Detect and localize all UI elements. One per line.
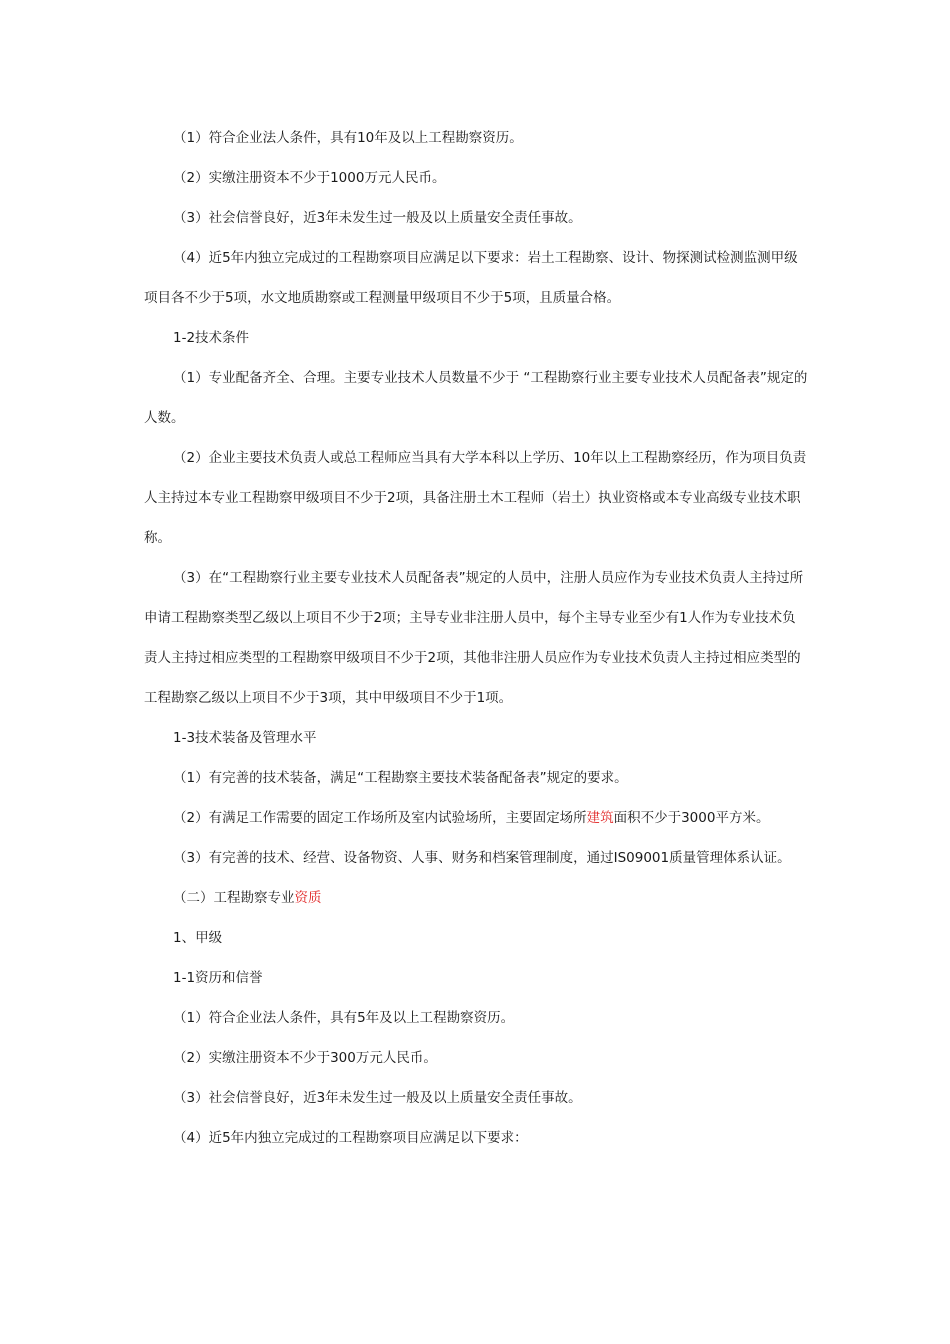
paragraph: （1）专业配备齐全、合理。主要专业技术人员数量不少于 “工程勘察行业主要专业技术人员配备表”规定的人数。 xyxy=(144,370,808,426)
section-heading: 1、甲级 xyxy=(173,930,223,946)
paragraph xyxy=(144,798,809,838)
paragraph: （4）近5年内独立完成过的工程勘察项目应满足以下要求：岩土工程勘察、设计、物探测试检测监测甲级项目各不少于5项，水文地质勘察或工程测量甲级项目不少于5项，且质量合格。 xyxy=(144,250,798,306)
paragraph: （2）企业主要技术负责人或总工程师应当具有大学本科以上学历、10年以上工程勘察经历，作为项目负责人主持过本专业工程勘察甲级项目不少于2项，具备注册土木工程师（岩土）执业资格或本专业高级专业技术职称。 xyxy=(144,450,807,546)
paragraph-text: 面积不少于3000平方米。 xyxy=(613,810,770,826)
highlighted-keyword: 建筑 xyxy=(586,810,614,826)
paragraph-text: （2）有满足工作需要的固定工作场所及室内试验场所，主要固定场所 xyxy=(173,810,587,826)
section-heading: 1-3技术装备及管理水平 xyxy=(173,730,317,746)
highlighted-keyword: 资质 xyxy=(294,890,322,906)
heading-text: （二）工程勘察专业 xyxy=(173,890,295,906)
section-heading xyxy=(144,878,809,918)
paragraph: （2）实缴注册资本不少于1000万元人民币。 xyxy=(173,170,446,186)
paragraph: （4）近5年内独立完成过的工程勘察项目应满足以下要求： xyxy=(173,1130,528,1146)
paragraph: （2）实缴注册资本不少于300万元人民币。 xyxy=(173,1050,437,1066)
paragraph: （3）社会信誉良好，近3年未发生过一般及以上质量安全责任事故。 xyxy=(173,1090,582,1106)
section-heading: 1-1资历和信誉 xyxy=(173,970,263,986)
document-body xyxy=(144,118,809,1158)
paragraph: （3）在“工程勘察行业主要专业技术人员配备表”规定的人员中，注册人员应作为专业技术负责人主持过所申请工程勘察类型乙级以上项目不少于2项；主导专业非注册人员中，每个主导专业至少有1人作为专业技术负责人主持过相应类型的工程勘察甲级项目不少于2项，其他非注册人员应作为专业技术负责人主持过相应类型的工程勘察乙级以上项目不少于3项，其中甲级项目不少于1项。 xyxy=(144,570,804,706)
paragraph: （1）有完善的技术装备，满足“工程勘察主要技术装备配备表”规定的要求。 xyxy=(173,770,628,786)
paragraph: （1）符合企业法人条件，具有10年及以上工程勘察资历。 xyxy=(173,130,523,146)
paragraph: （1）符合企业法人条件，具有5年及以上工程勘察资历。 xyxy=(173,1010,515,1026)
section-heading: 1-2技术条件 xyxy=(173,330,250,346)
paragraph: （3）社会信誉良好，近3年未发生过一般及以上质量安全责任事故。 xyxy=(173,210,582,226)
paragraph: （3）有完善的技术、经营、设备物资、人事、财务和档案管理制度，通过IS09001质量管理体系认证。 xyxy=(173,850,791,866)
